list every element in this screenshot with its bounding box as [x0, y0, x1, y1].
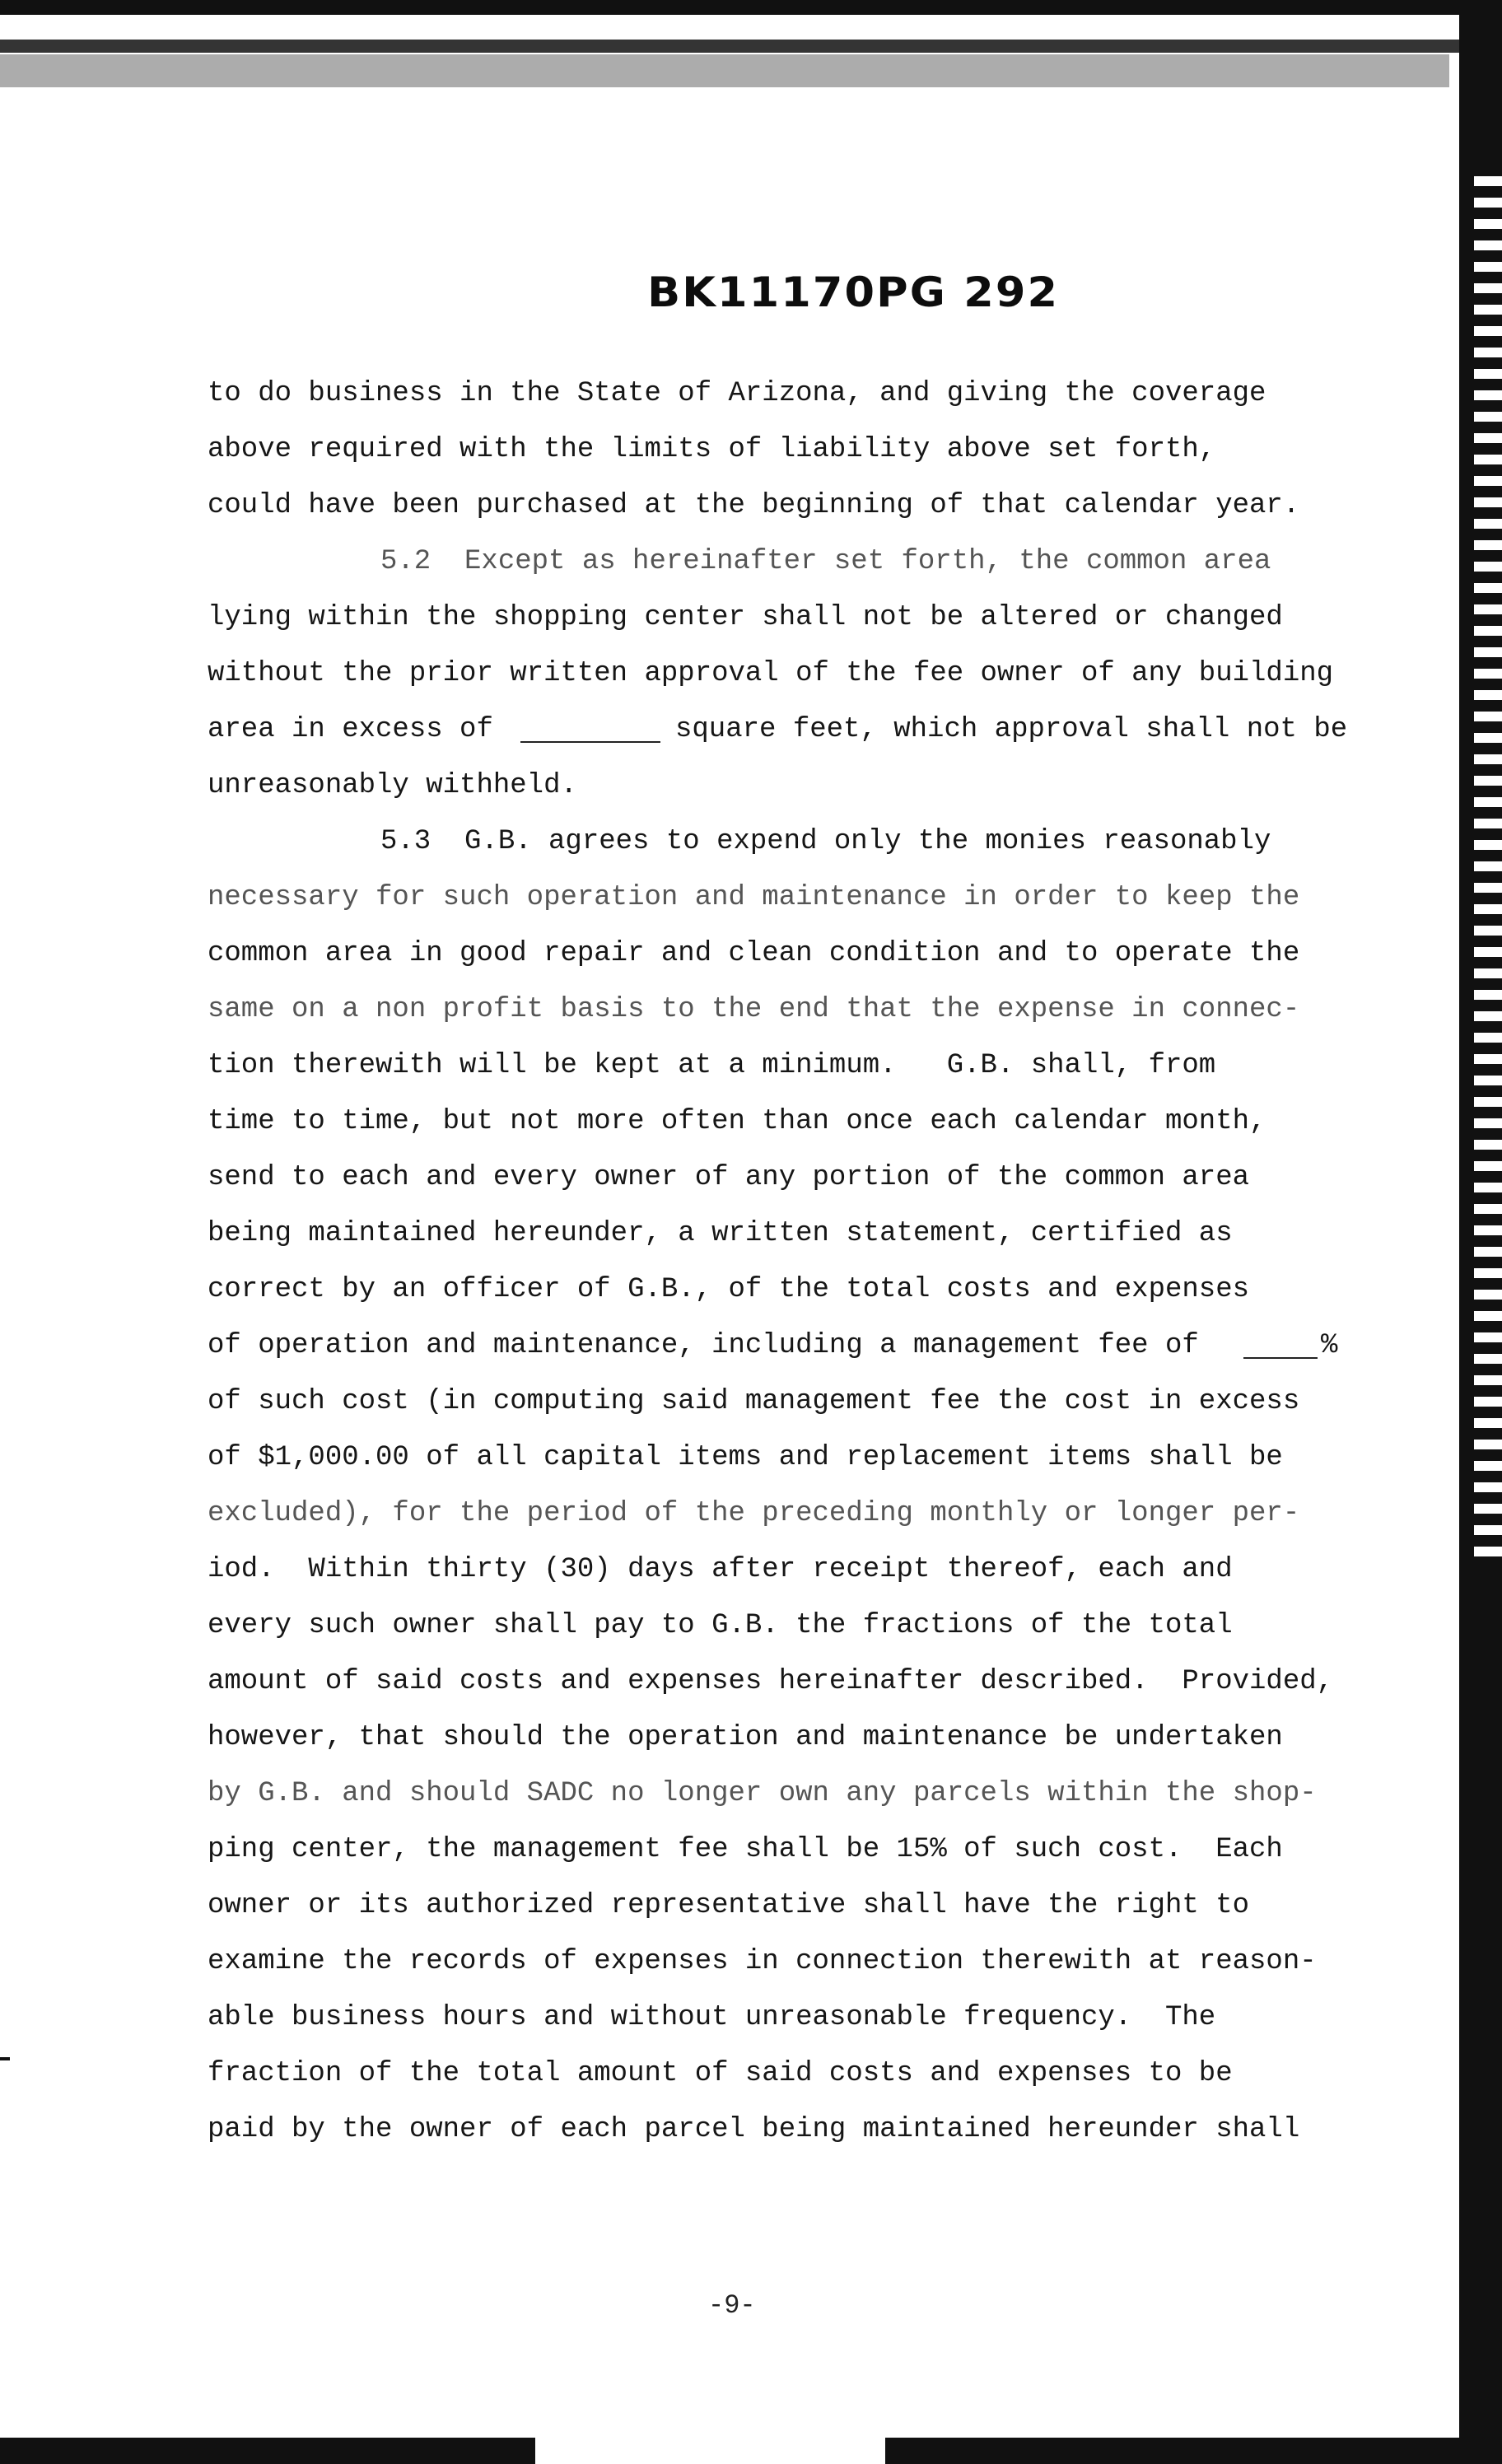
- text-line: by G.B. and should SADC no longer own any parcels within the shop-: [208, 1778, 1317, 1809]
- scan-border-top: [0, 0, 1502, 15]
- text-line: iod. Within thirty (30) days after receipt thereof, each and: [208, 1554, 1233, 1585]
- text-line: common area in good repair and clean condition and to operate the: [208, 938, 1300, 969]
- text-line: 5.3 G.B. agrees to expend only the monies reasonably: [380, 826, 1271, 857]
- scan-border-bottom-left: [0, 2438, 535, 2464]
- text-line: tion therewith will be kept at a minimum. G.B. shall, from: [208, 1050, 1216, 1081]
- text-line: owner or its authorized representative shall have the right to: [208, 1890, 1250, 1921]
- text-line: every such owner shall pay to G.B. the fractions of the total: [208, 1610, 1233, 1641]
- text-line: amount of said costs and expenses hereinafter described. Provided,: [208, 1666, 1334, 1697]
- scan-border-top-noise: [0, 54, 1449, 87]
- scan-border-top-strip: [0, 40, 1502, 53]
- page-number: -9-: [708, 2290, 756, 2321]
- book-page-stamp: BK11170PG 292: [647, 268, 1060, 316]
- text-line: unreasonably withheld.: [208, 770, 577, 801]
- text-line: able business hours and without unreasonable frequency. The: [208, 2002, 1216, 2033]
- text-line: send to each and every owner of any portion of the common area: [208, 1162, 1250, 1193]
- text-line: without the prior written approval of the fee owner of any building: [208, 658, 1334, 689]
- text-line: of such cost (in computing said management fee the cost in excess: [208, 1386, 1300, 1417]
- text-line: time to time, but not more often than once each calendar month,: [208, 1106, 1266, 1137]
- text-line: to do business in the State of Arizona, and giving the coverage: [208, 378, 1266, 409]
- text-line: could have been purchased at the beginning of that calendar year.: [208, 490, 1300, 521]
- text-line: fraction of the total amount of said costs and expenses to be: [208, 2058, 1233, 2089]
- square-feet-blank: [520, 720, 660, 743]
- text-line: examine the records of expenses in connection therewith at reason-: [208, 1946, 1317, 1977]
- text-line: lying within the shopping center shall not be altered or changed: [208, 602, 1283, 633]
- management-fee-blank: [1243, 1336, 1318, 1359]
- text-line: 5.2 Except as hereinafter set forth, the common area: [380, 546, 1271, 577]
- text-line: correct by an officer of G.B., of the total costs and expenses: [208, 1274, 1250, 1305]
- scan-mark-left: [0, 2057, 10, 2060]
- text-line: paid by the owner of each parcel being maintained hereunder shall: [208, 2114, 1300, 2145]
- scan-border-bottom-right: [885, 2438, 1502, 2464]
- text-line: of operation and maintenance, including a management fee of: [208, 1330, 1199, 1361]
- text-line: of $1,000.00 of all capital items and replacement items shall be: [208, 1442, 1283, 1473]
- text-line: however, that should the operation and maintenance be undertaken: [208, 1722, 1283, 1753]
- text-line: %: [1321, 1330, 1338, 1361]
- text-line: above required with the limits of liability above set forth,: [208, 434, 1216, 465]
- text-line: being maintained hereunder, a written statement, certified as: [208, 1218, 1233, 1249]
- text-line: excluded), for the period of the preceding monthly or longer per-: [208, 1498, 1300, 1529]
- text-line: square feet, which approval shall not be: [675, 714, 1348, 745]
- text-line: ping center, the management fee shall be 15% of such cost. Each: [208, 1834, 1283, 1865]
- text-line: area in excess of: [208, 714, 493, 745]
- text-line: necessary for such operation and maintenance in order to keep the: [208, 882, 1300, 913]
- text-line: same on a non profit basis to the end that the expense in connec-: [208, 994, 1300, 1025]
- scan-border-right-stripes: [1474, 165, 1502, 1565]
